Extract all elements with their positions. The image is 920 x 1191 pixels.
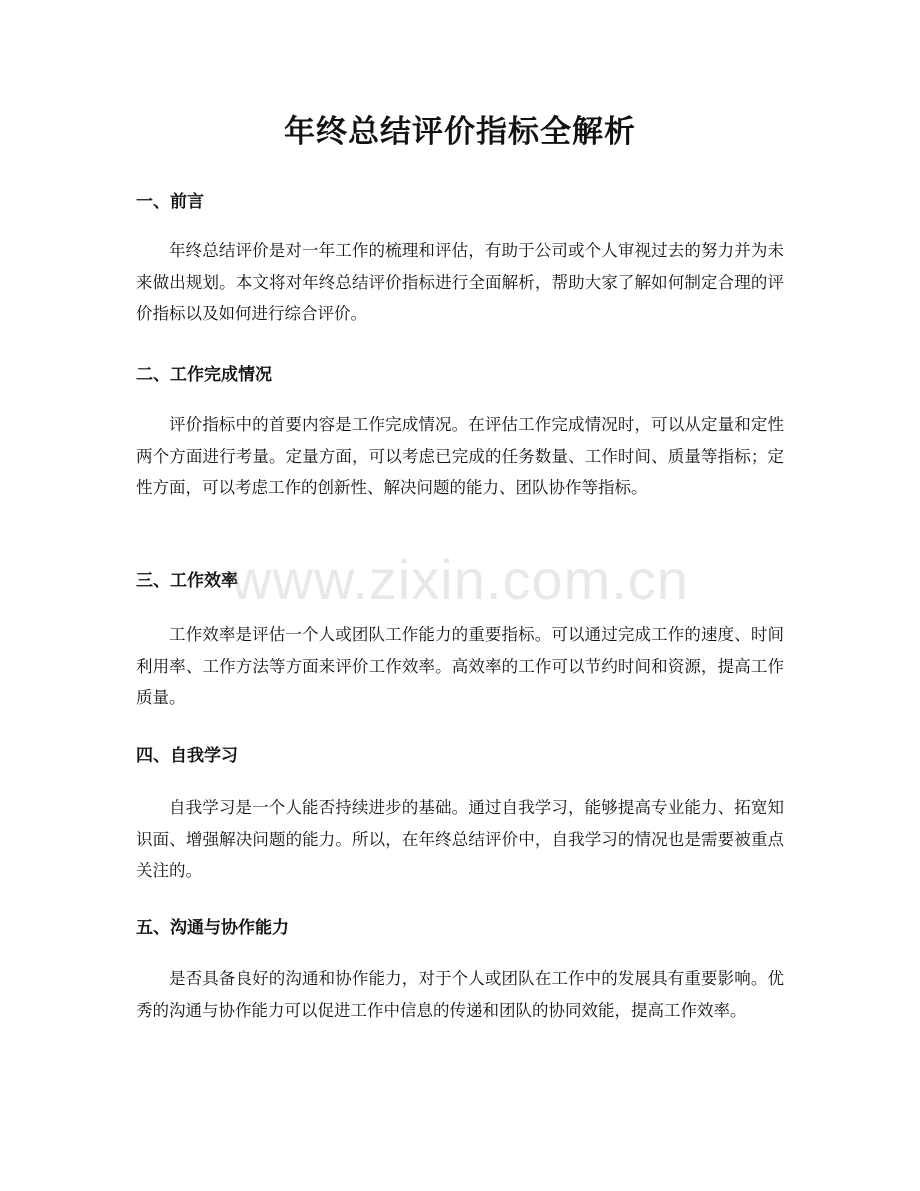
section-body-intro: 年终总结评价是对一年工作的梳理和评估，有助于公司或个人审视过去的努力并为未来做出规划。本文将对年终总结评价指标进行全面解析，帮助大家了解如何制定合理的评价指标以及如何进行综合评价。 <box>136 241 784 323</box>
section-body-self-learning: 自我学习是一个人能否持续进步的基础。通过自我学习，能够提高专业能力、拓宽知识面、增强解决问题的能力。所以，在年终总结评价中，自我学习的情况也是需要被重点关注的。 <box>136 798 784 880</box>
section-body-communication: 是否具备良好的沟通和协作能力，对于个人或团队在工作中的发展具有重要影响。优秀的沟通与协作能力可以促进工作中信息的传递和团队的协同效能，提高工作效率。 <box>136 969 784 1020</box>
section-body-work-completion: 评价指标中的首要内容是工作完成情况。在评估工作完成情况时，可以从定量和定性两个方面进行考量。定量方面，可以考虑已完成的任务数量、工作时间、质量等指标；定性方面，可以考虑工作的创新性、解决问题的能力、团队协作等指标。 <box>136 415 784 497</box>
section-heading-intro: 一、前言 <box>136 192 204 212</box>
section-heading-work-completion: 二、工作完成情况 <box>136 365 272 385</box>
document-title: 年终总结评价指标全解析 <box>284 114 636 150</box>
section-heading-communication: 五、沟通与协作能力 <box>136 918 289 938</box>
section-heading-self-learning: 四、自我学习 <box>136 746 238 766</box>
watermark-text: www.zixin.com.cn <box>231 548 689 611</box>
section-body-work-efficiency: 工作效率是评估一个人或团队工作能力的重要指标。可以通过完成工作的速度、时间利用率、工作方法等方面来评价工作效率。高效率的工作可以节约时间和资源，提高工作质量。 <box>136 625 784 707</box>
section-heading-work-efficiency: 三、工作效率 <box>136 571 238 591</box>
